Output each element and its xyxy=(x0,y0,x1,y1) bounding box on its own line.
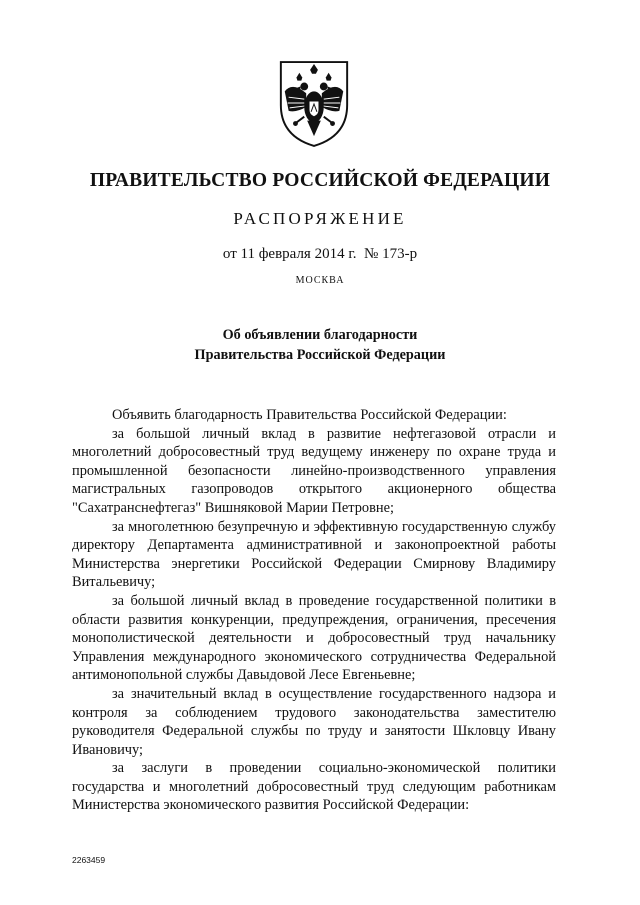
document-id: 2263459 xyxy=(72,855,106,865)
document-body xyxy=(72,406,556,815)
document-type: РАСПОРЯЖЕНИЕ xyxy=(233,209,407,228)
subject-line-1: Об объявлении благодарности xyxy=(222,327,418,343)
document-city: МОСКВА xyxy=(295,275,345,286)
document-date-number: от 11 февраля 2014 г. № 173-р xyxy=(222,246,418,262)
russian-coat-of-arms-icon xyxy=(275,58,353,150)
government-title: ПРАВИТЕЛЬСТВО РОССИЙСКОЙ ФЕДЕРАЦИИ xyxy=(89,170,551,191)
body-paragraph: за заслуги в проведении социально-экономической политики государства и многолетний добросовестный труд следующим работникам Министерства экономического развития Российской Федерации: xyxy=(72,760,556,814)
body-paragraph: Объявить благодарность Правительства Российской Федерации: xyxy=(112,407,507,423)
body-paragraph: за большой личный вклад в проведение государственной политики в области развития конкуренции, предупреждения, ограничения, пресечения монополистической деятельности и добросовестный труд начальнику Управления международного экономического сотрудничества Федеральной антимонопольной службы Давыдовой Лесе Евгеньевне; xyxy=(72,592,556,684)
body-paragraph: за многолетнюю безупречную и эффективную государственную службу директору Департамента административной и законопроектной работы Министерства энергетики Российской Федерации Смирнову Владимиру Витальевичу; xyxy=(72,518,556,591)
document-subject xyxy=(0,325,640,365)
body-paragraph: за большой личный вклад в развитие нефтегазовой отрасли и многолетний добросовестный труд ведущему инженеру по охране труда и промышленной безопасности линейно-производственного управления магистральных газопроводов открытого акционерного общества "Сахатранснефтегаз" Вишняковой Марии Петровне; xyxy=(72,425,556,516)
subject-line-2: Правительства Российской Федерации xyxy=(194,347,446,363)
body-paragraph: за значительный вклад в осуществление государственного надзора и контроля за соблюдением трудового законодательства заместителю руководителя Федеральной службы по труду и занятости Шкловцу Ивану Ивановичу; xyxy=(72,685,556,758)
